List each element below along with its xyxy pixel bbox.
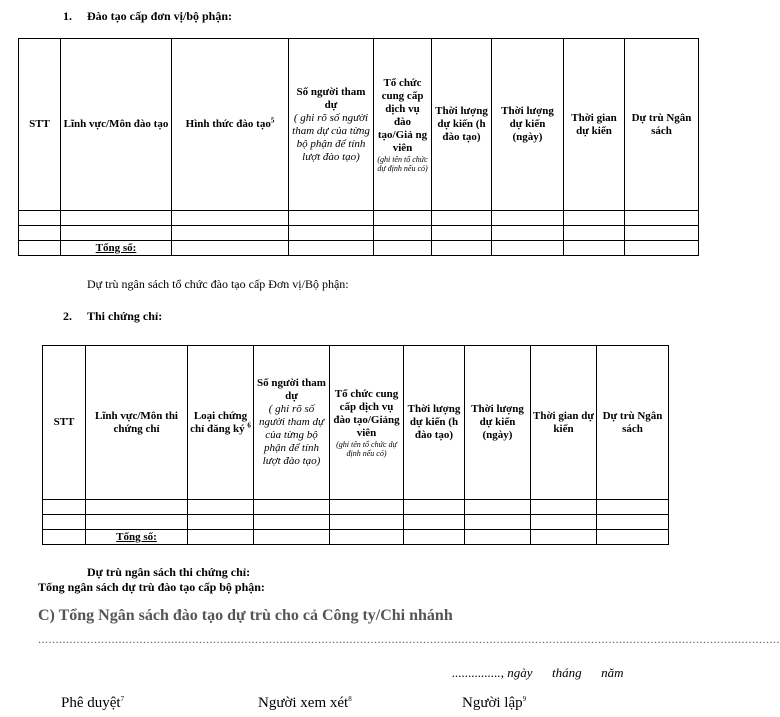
col-time: Thời gian dự kiến	[564, 39, 625, 211]
col-time: Thời gian dự kiến	[531, 346, 597, 500]
certificate-table	[42, 345, 669, 545]
section-c-heading: C) Tổng Ngân sách đào tạo dự trù cho cả Công ty/Chi nhánh	[38, 607, 453, 624]
section2-budget-line: Dự trù ngân sách thi chứng chỉ:	[87, 565, 251, 579]
col-participants: Số người tham dự ( ghi rõ số người tham dự của từng bộ phận để tính lượt đào tạo)	[254, 346, 330, 500]
col-provider: Tổ chức cung cấp dịch vụ đào tạo/Giảng viên (ghi tên tổ chức dự định nếu có)	[330, 346, 404, 500]
section1-title: Đào tạo cấp đơn vị/bộ phận:	[87, 9, 233, 23]
signer-approve: Phê duyệt$^7$	[61, 695, 125, 711]
col-type: Loại chứng chỉ đăng ký $^6$	[188, 346, 254, 500]
signer-creator: Người lập$^9$	[462, 695, 527, 711]
section2-title: Thi chứng chỉ:	[87, 309, 163, 323]
col-budget: Dự trù Ngân sách	[625, 39, 699, 211]
signer-reviewer: Người xem xét$^8$	[258, 695, 352, 711]
col-field: Lĩnh vực/Môn đào tạo	[61, 39, 172, 211]
training-table	[18, 38, 699, 256]
section1-budget-line: Dự trù ngân sách tổ chức đào tạo cấp Đơn vị/Bộ phận:	[87, 277, 349, 291]
table-row	[43, 515, 669, 530]
section2-number: 2.	[63, 309, 72, 323]
table-row	[43, 500, 669, 515]
col-field: Lĩnh vực/Môn thi chứng chỉ	[86, 346, 188, 500]
col-days: Thời lượng dự kiến (ngày)	[465, 346, 531, 500]
table-row	[19, 226, 699, 241]
date-line: ..............., ngày tháng năm	[452, 665, 624, 680]
dept-total-budget: Tổng ngân sách dự trù đào tạo cấp bộ phận:	[38, 580, 265, 594]
dotted-line: ....................................................................................................................................................................................................................	[38, 632, 780, 646]
table-row	[19, 211, 699, 226]
col-provider: Tổ chức cung cấp dịch vụ đào tạo/Giả ng viên (ghi tên tổ chức dự định nếu có)	[374, 39, 432, 211]
total-label: Tổng số:	[86, 530, 188, 545]
col-form: Hình thức đào tạo$^5$	[172, 39, 289, 211]
total-label: Tổng số:	[61, 241, 172, 256]
section1-number: 1.	[63, 9, 72, 23]
col-stt: STT	[43, 346, 86, 500]
total-row	[19, 241, 699, 256]
col-days: Thời lượng dự kiến (ngày)	[492, 39, 564, 211]
col-stt: STT	[19, 39, 61, 211]
col-participants: Số người tham dự ( ghi rõ số người tham dự của từng bộ phận để tính lượt đào tạo)	[289, 39, 374, 211]
total-row	[43, 530, 669, 545]
col-hours: Thời lượng dự kiến (h đào tạo)	[404, 346, 465, 500]
col-budget: Dự trù Ngân sách	[597, 346, 669, 500]
col-hours: Thời lượng dự kiến (h đào tạo)	[432, 39, 492, 211]
